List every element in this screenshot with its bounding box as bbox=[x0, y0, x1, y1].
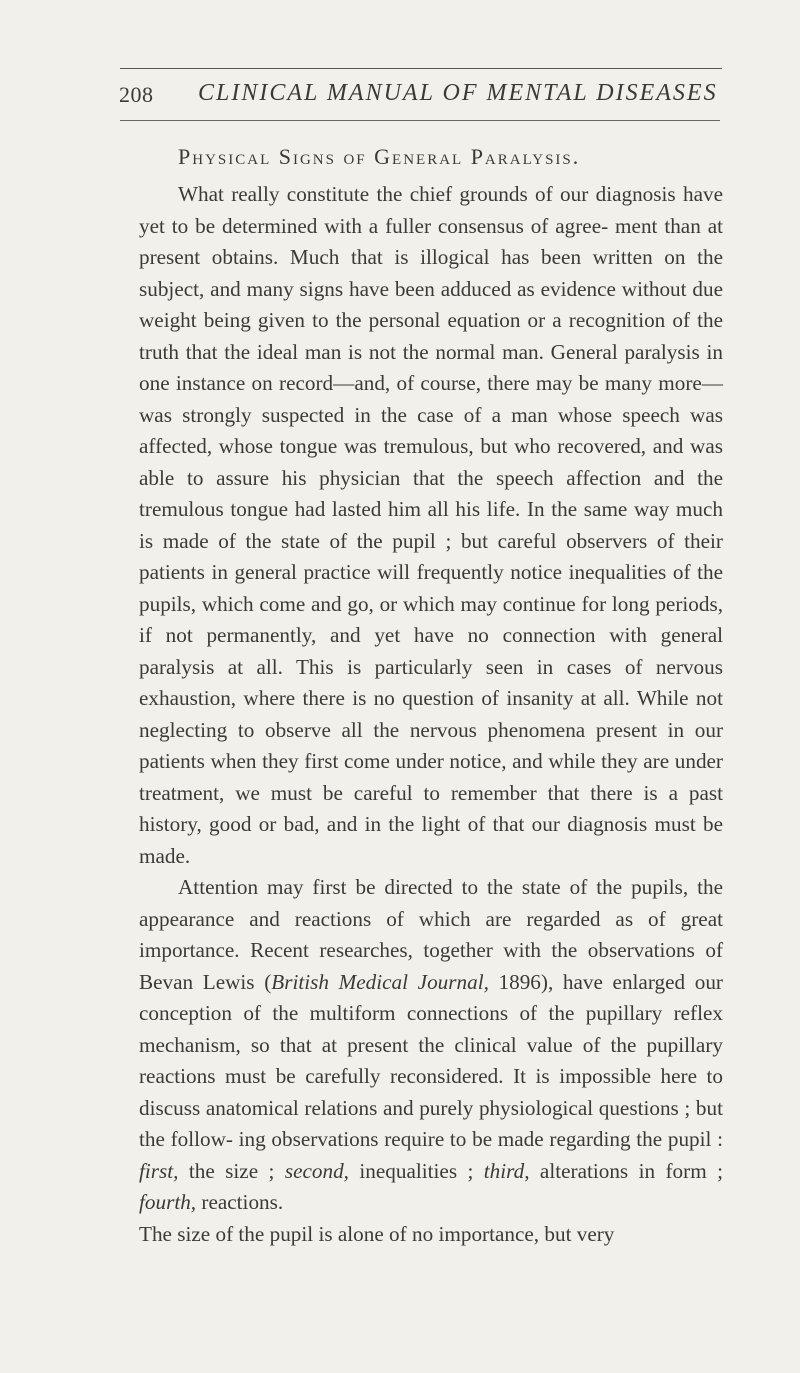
top-rule bbox=[120, 68, 722, 69]
paragraph-2-text-c: the size ; bbox=[178, 1158, 285, 1183]
running-title: CLINICAL MANUAL OF MENTAL DISEASES bbox=[198, 80, 718, 106]
paragraph-2 bbox=[139, 872, 723, 1219]
page-number: 208 bbox=[119, 82, 154, 107]
running-header bbox=[0, 80, 800, 116]
paragraph-2-text-e: alterations in form ; bbox=[529, 1158, 723, 1183]
header-rule bbox=[120, 120, 720, 121]
enum-fourth: fourth, bbox=[139, 1190, 197, 1214]
paragraph-2-text-a: Attention may first be directed to the state of the pupils, the appearance and reactions of which are regarded as of great importance. Recent researches, together with the observations of Bevan Lewis ( bbox=[139, 875, 723, 994]
citation-journal: British Medical Journal, bbox=[271, 969, 489, 994]
section-heading: Physical Signs of General Paralysis. bbox=[178, 144, 581, 169]
paragraph-2-text-b: 1896), have enlarged our conception of the multiform connections of the pupillary reflex mechanism, so that at present the clinical value of the pupillary reactions must be carefully reconsidered. It is impossible here to discuss anatomical relations and purely physiological questions ; but the follow- ing observations require to be made regarding the pupil : bbox=[139, 969, 723, 1151]
paragraph-1: What really constitute the chief grounds of our diagnosis have yet to be determined with a fuller consensus of agree- ment than at present obtains. Much that is illogical has been written on the subject, and many signs have been adduced as evidence without due weight being given to the personal equation or a recognition of the truth that the ideal man is not the normal man. General paralysis in one instance on record—and, of course, there may be many more—was strongly suspected in the case of a man whose speech was affected, whose tongue was tremulous, but who recovered, and was able to assure his physician that the speech affection and the tremulous tongue had lasted him all his life. In the same way much is made of the state of the pupil ; but careful observers of their patients in general practice will frequently notice inequalities of the pupils, which come and go, or which may continue for long periods, if not permanently, and yet have no connection with general paralysis at all. This is particularly seen in cases of nervous exhaustion, where there is no question of insanity at all. While not neglecting to observe all the nervous phenomena present in our patients when they first come under notice, and while they are under treatment, we must be careful to remember that there is a past history, good or bad, and in the light of that our diagnosis must be made. bbox=[139, 182, 723, 868]
enum-third: third, bbox=[483, 1158, 530, 1183]
paragraph-3: The size of the pupil is alone of no importance, but very bbox=[139, 1221, 615, 1246]
paragraph-2-text-f: reactions. bbox=[196, 1190, 284, 1214]
paragraph-2-text-d: inequalities ; bbox=[348, 1158, 484, 1183]
enum-second: second, bbox=[284, 1158, 349, 1183]
body-text bbox=[139, 179, 723, 1250]
enum-first: first, bbox=[139, 1158, 179, 1183]
